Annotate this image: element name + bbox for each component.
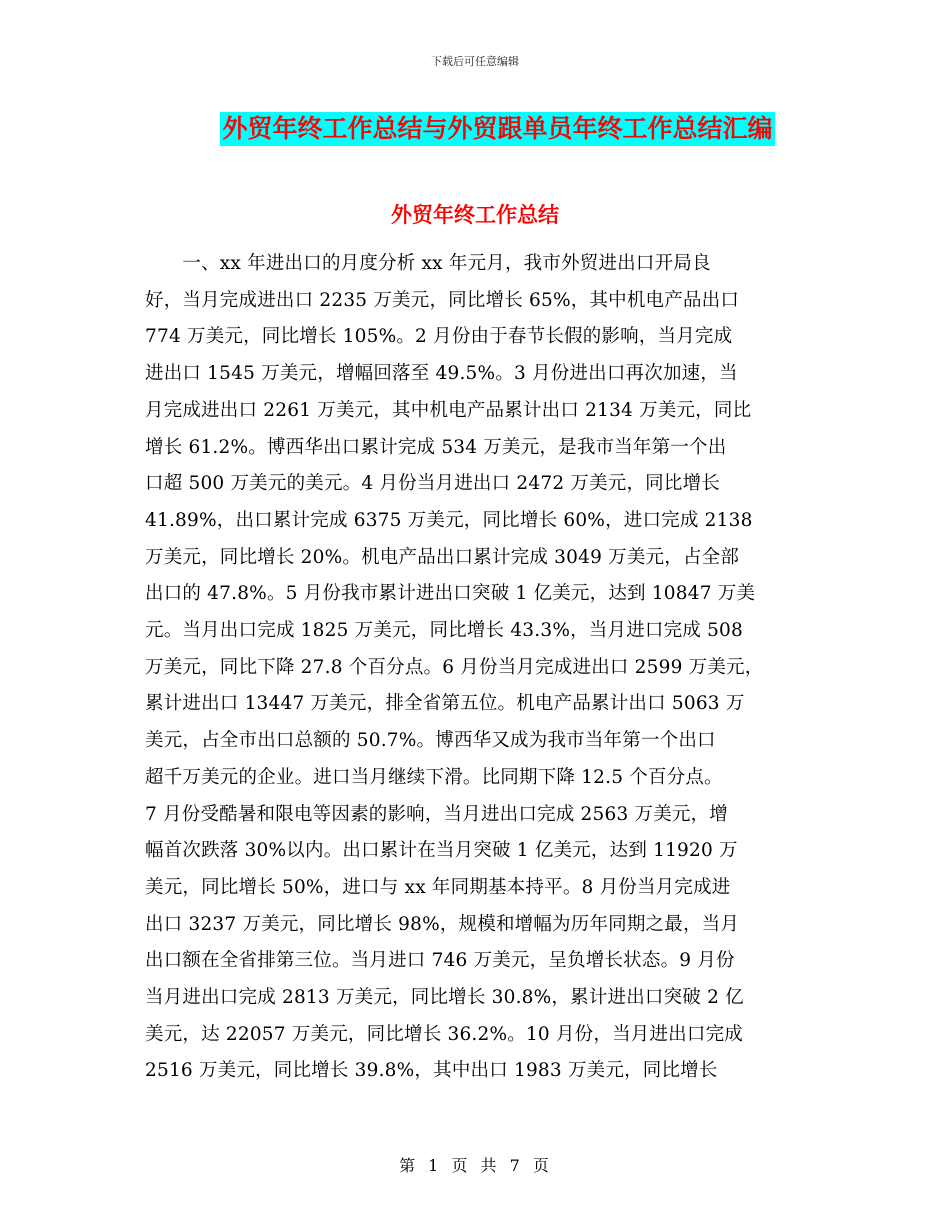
page-header-note: 下载后可任意编辑	[431, 55, 519, 68]
body-line: 41.89%，出口累计完成 6375 万美元，同比增长 60%，进口完成 2138	[145, 509, 753, 531]
body-line: 2516 万美元，同比增长 39.8%，其中出口 1983 万美元，同比增长	[145, 1060, 718, 1082]
body-line: 美元，占全市出口总额的 50.7%。博西华又成为我市当年第一个出口	[145, 730, 716, 752]
document-title-container	[0, 112, 950, 146]
body-line: 美元，达 22057 万美元，同比增长 36.2%。10 月份，当月进出口完成	[145, 1023, 743, 1045]
section-title: 外贸年终工作总结	[391, 203, 559, 227]
body-line: 一、xx 年进出口的月度分析 xx 年元月，我市外贸进出口开局良	[145, 253, 711, 274]
body-line: 月完成进出口 2261 万美元，其中机电产品累计出口 2134 万美元，同比	[145, 399, 752, 421]
body-line: 超千万美元的企业。进口当月继续下滑。比同期下降 12.5 个百分点。	[145, 766, 723, 788]
page-number-footer: 第 1 页 共 7 页	[399, 1156, 551, 1175]
body-line: 累计进出口 13447 万美元，排全省第五位。机电产品累计出口 5063 万	[145, 693, 745, 715]
document-title: 外贸年终工作总结与外贸跟单员年终工作总结汇编	[220, 112, 774, 146]
body-line: 出口 3237 万美元，同比增长 98%，规模和增幅为历年同期之最，当月	[145, 913, 740, 935]
body-line: 7 月份受酷暑和限电等因素的影响，当月进出口完成 2563 万美元，增	[145, 803, 728, 825]
body-line: 出口的 47.8%。5 月份我市累计进出口突破 1 亿美元，达到 10847 万美	[145, 583, 756, 605]
body-line: 当月进出口完成 2813 万美元，同比增长 30.8%，累计进出口突破 2 亿	[145, 987, 744, 1009]
body-line: 增长 61.2%。博西华出口累计完成 534 万美元，是我市当年第一个出	[145, 436, 727, 458]
body-line: 进出口 1545 万美元，增幅回落至 49.5%。3 月份进出口再次加速，当	[145, 363, 738, 385]
body-paragraph	[145, 246, 810, 1090]
body-line: 美元，同比增长 50%，进口与 xx 年同期基本持平。8 月份当月完成进	[145, 876, 731, 898]
body-line: 幅首次跌落 30%以内。出口累计在当月突破 1 亿美元，达到 11920 万	[145, 840, 738, 862]
body-line: 口超 500 万美元的美元。4 月份当月进出口 2472 万美元，同比增长	[145, 473, 720, 495]
body-line: 出口额在全省排第三位。当月进口 746 万美元，呈负增长状态。9 月份	[145, 950, 735, 972]
body-line: 好，当月完成进出口 2235 万美元，同比增长 65%，其中机电产品出口	[145, 289, 740, 311]
body-line: 万美元，同比下降 27.8 个百分点。6 月份当月完成进出口 2599 万美元，	[145, 656, 764, 678]
body-line: 元。当月出口完成 1825 万美元，同比增长 43.3%，当月进口完成 508	[145, 620, 743, 642]
body-line: 万美元，同比增长 20%。机电产品出口累计完成 3049 万美元，占全部	[145, 546, 740, 568]
body-line: 774 万美元，同比增长 105%。2 月份由于春节长假的影响，当月完成	[145, 326, 733, 348]
